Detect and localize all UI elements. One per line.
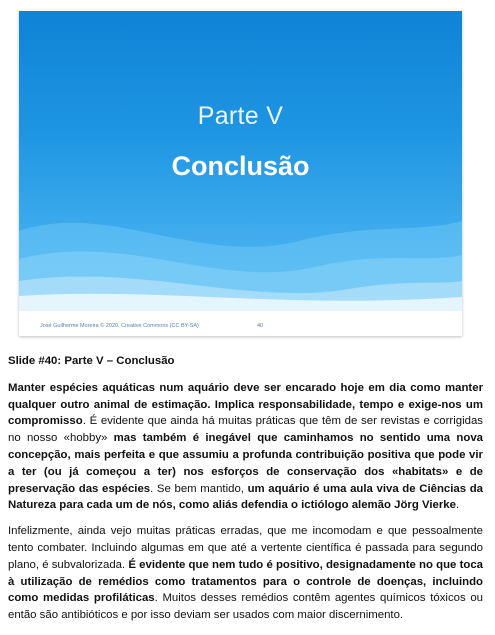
- slide-thumbnail: [19, 11, 462, 336]
- p1-text-2: . Se bem mantido,: [150, 482, 248, 495]
- p1-bold-3: um aquário é uma aula viva de Ciências da Natureza para cada um de nós, como aliás defendia o ictiólogo alemão Jörg Vierke: [8, 482, 483, 512]
- slide-background: [19, 11, 462, 311]
- slide-page-number: 40: [257, 323, 264, 329]
- p1-text-3: .: [455, 499, 460, 512]
- slide-title: Parte V: [197, 102, 284, 130]
- notes-body: [8, 353, 483, 633]
- p2-text-1: Infelizmente, ainda vejo muitas práticas erradas, que me incomodam e que pessoalmente tento combater. Incluindo algumas em que até a vertente científica é passada para segundo plano, é subvalorizada.: [8, 525, 483, 571]
- p1-bold-1: Manter espécies aquáticas num aquário deve ser encarado hoje em dia como manter qualquer outro animal de estimação. Implica responsabilidade, tempo e exige-nos um compromisso: [8, 381, 483, 428]
- paragraph-1: [8, 380, 483, 514]
- notes-heading: Slide #40: Parte V – Conclusão: [8, 355, 175, 367]
- slide-footer: José Guilherme Moreira © 2020. Creative Commons (CC BY-SA): [40, 323, 199, 329]
- p2-text-2: . Muitos desses remédios contêm agentes químicos tóxicos ou então são antibióticos e por isso deviam ser usados com maior discernimento.: [8, 592, 483, 622]
- slide-subtitle: Conclusão: [171, 151, 310, 181]
- paragraph-2: [8, 523, 483, 624]
- p2-bold-1: É evidente que nem tudo é positivo, designadamente no que toca à utilização de remédios como tratamentos para o controle de doenças, incluindo como medidas profiláticas: [8, 558, 483, 605]
- p1-bold-2: mas também é inegável que caminhamos no sentido uma nova concepção, mais perfeita e que assumiu a profunda contribuição positiva que pode vir a ter (ou já começou a ter) nos esforços de conservação dos «habitats» e de preservação das espécies: [8, 432, 484, 495]
- p1-text-1: . É evidente que ainda há muitas práticas que têm de ser revistas e corrigidas no nosso «hobby»: [8, 415, 483, 445]
- wave-decoration: [19, 171, 462, 311]
